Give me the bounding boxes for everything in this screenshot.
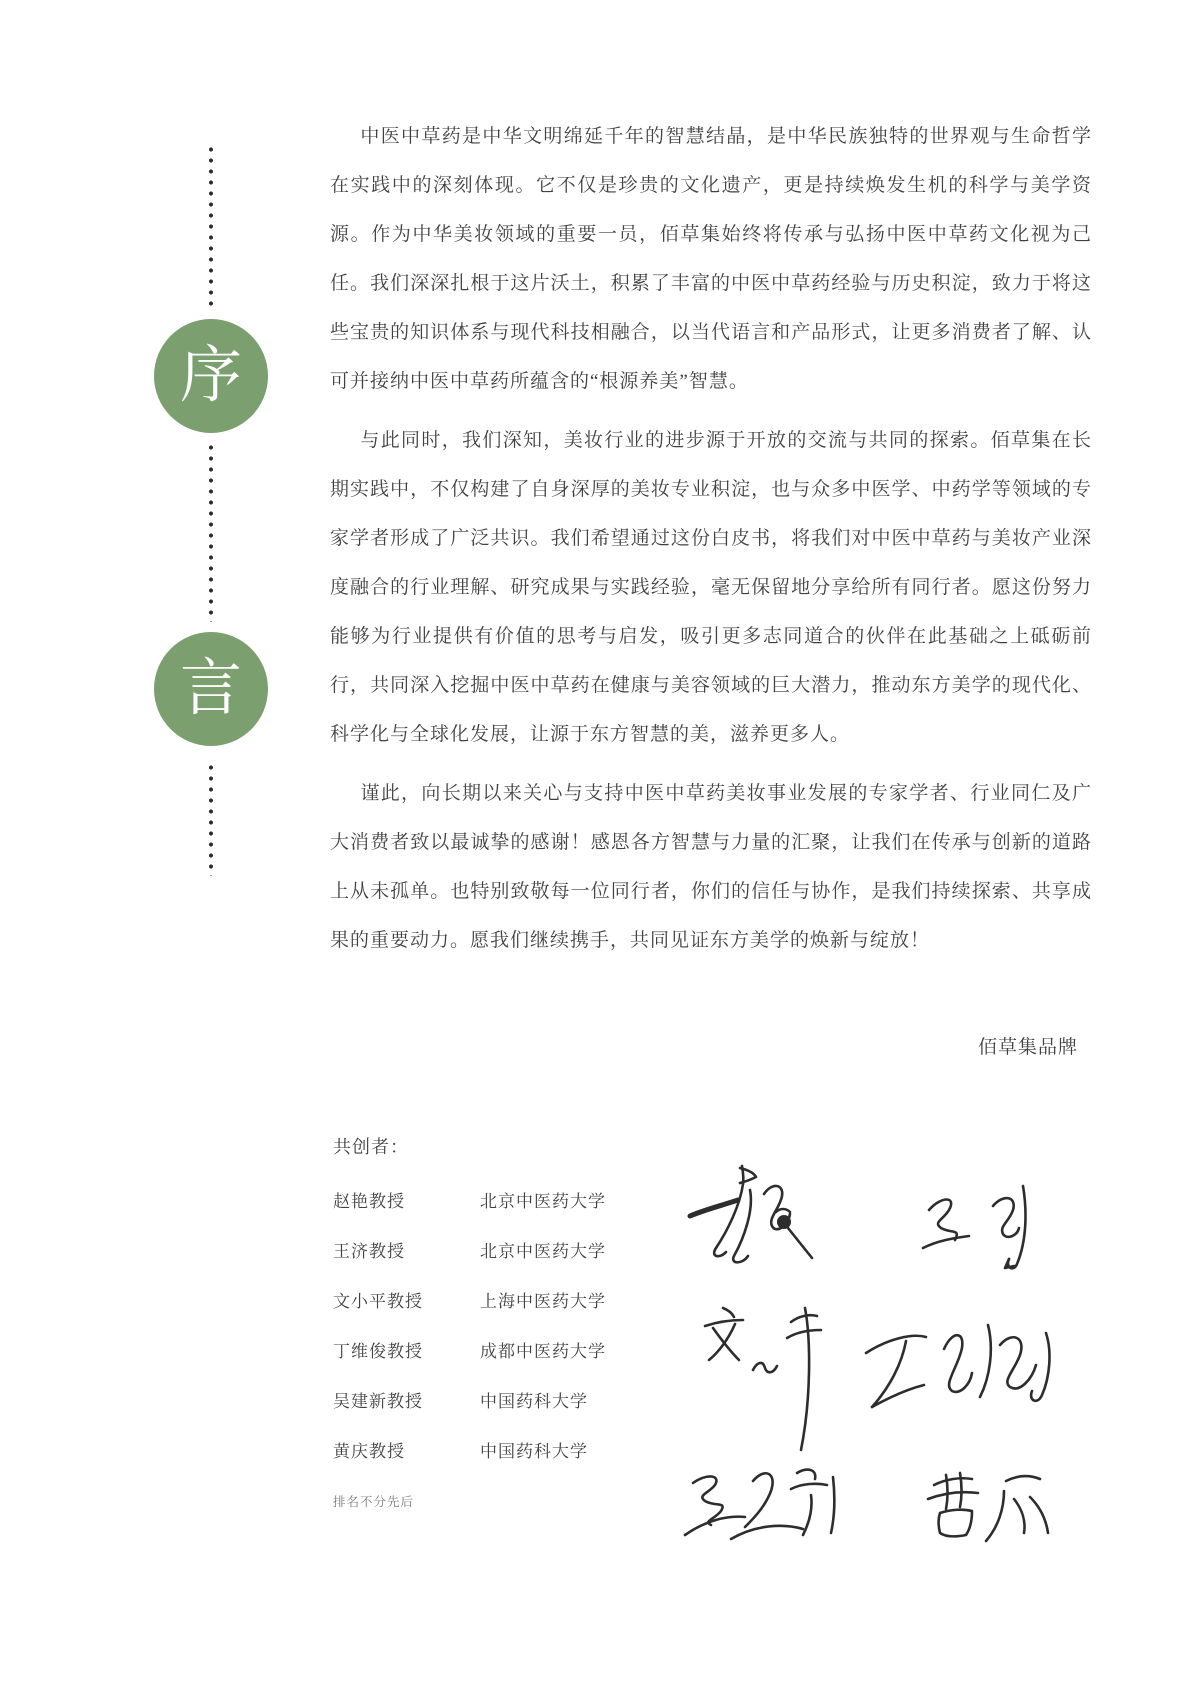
signature-zhaoyan: [680, 1160, 840, 1280]
ranking-disclaimer: 排名不分先后: [333, 1495, 415, 1509]
dotted-line-middle: [208, 444, 214, 622]
preface-badge-xu: [154, 319, 268, 433]
signature-wangji: [915, 1180, 1055, 1285]
co-creator-name: 黄庆教授: [333, 1442, 405, 1461]
preface-body: [330, 112, 1092, 1072]
co-creator-affiliation: 上海中医药大学: [480, 1292, 606, 1311]
co-creator-name: 丁维俊教授: [333, 1342, 423, 1361]
signature-wenxiaoping: [695, 1300, 835, 1455]
co-creator-affiliation: 成都中医药大学: [480, 1342, 606, 1361]
co-creator-affiliation: 中国药科大学: [480, 1442, 588, 1461]
co-creator-affiliation: 中国药科大学: [480, 1392, 588, 1411]
dotted-line-top: [208, 146, 214, 306]
co-creator-name: 王济教授: [333, 1242, 405, 1261]
signature-wujianxin: [675, 1455, 845, 1550]
co-creator-name: 吴建新教授: [333, 1392, 423, 1411]
co-creator-affiliation: 北京中医药大学: [480, 1242, 606, 1261]
co-creator-affiliation: 北京中医药大学: [480, 1192, 606, 1211]
co-creator-name: 文小平教授: [333, 1292, 423, 1311]
preface-badge-yan: [154, 632, 268, 746]
dotted-line-bottom: [208, 764, 214, 876]
signature-huangqing: [920, 1465, 1050, 1550]
preface-paragraph-1: 中医中草药是中华文明绵延千年的智慧结晶，是中华民族独特的世界观与生命哲学在实践中的深刻体现。它不仅是珍贵的文化遗产，更是持续焕发生机的科学与美学资源。作为中华美妆领域的重要一员，佰草集始终将传承与弘扬中医中草药文化视为己任。我们深深扎根于这片沃土，积累了丰富的中医中草药经验与历史积淀，致力于将这些宝贵的知识体系与现代科技相融合，以当代语言和产品形式，让更多消费者了解、认可并接纳中医中草药所蕴含的“根源养美”智慧。: [330, 126, 1092, 392]
signature-dingweijun: [860, 1315, 1075, 1420]
preface-paragraph-2: 与此同时，我们深知，美妆行业的进步源于开放的交流与共同的探索。佰草集在长期实践中，不仅构建了自身深厚的美妆专业积淀，也与众多中医学、中药学等领域的专家学者形成了广泛共识。我们希望通过这份白皮书，将我们对中医中草药与美妆产业深度融合的行业理解、研究成果与实践经验，毫无保留地分享给所有同行者。愿这份努力能够为行业提供有价值的思考与启发，吸引更多志同道合的伙伴在此基础之上砥砺前行，共同深入挖掘中医中草药在健康与美容领域的巨大潜力，推动东方美学的现代化、科学化与全球化发展，让源于东方智慧的美，滋养更多人。: [330, 430, 1092, 745]
co-creator-name: 赵艳教授: [333, 1192, 405, 1211]
preface-signoff: 佰草集品牌: [977, 1037, 1078, 1058]
preface-badge-yan-label: 言: [179, 655, 242, 723]
preface-paragraph-3: 谨此，向长期以来关心与支持中医中草药美妆事业发展的专家学者、行业同仁及广大消费者致以最诚挚的感谢！感恩各方智慧与力量的汇聚，让我们在传承与创新的道路上从未孤单。也特别致敬每一位同行者，你们的信任与协作，是我们持续探索、共享成果的重要动力。愿我们继续携手，共同见证东方美学的焕新与绽放！: [330, 783, 1092, 951]
preface-badge-xu-label: 序: [179, 342, 242, 410]
co-creators-heading: 共创者：: [333, 1137, 409, 1157]
